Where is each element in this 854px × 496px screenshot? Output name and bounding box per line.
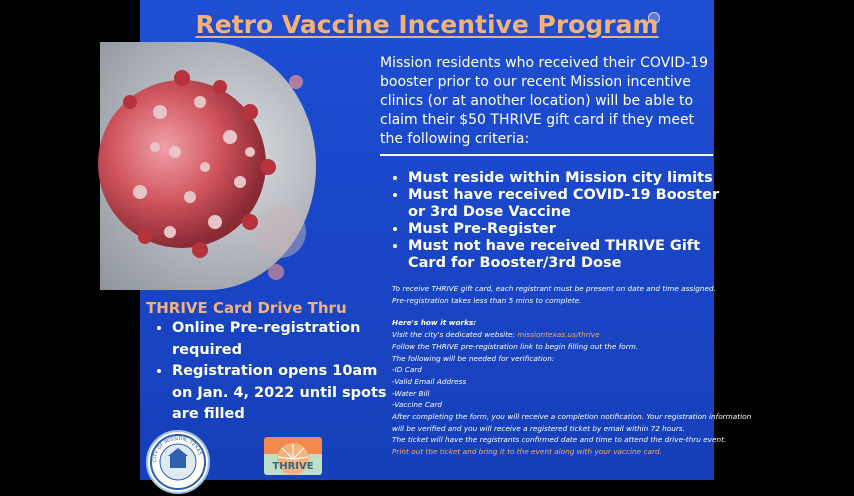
criteria-item: • Must not have received THRIVE Gift Card for Booster/3rd Dose bbox=[408, 238, 728, 272]
drive-thru-item: • Registration opens 10am on Jan. 4, 2022 until spots are filled bbox=[172, 361, 402, 426]
fine-print-line: The following will be needed for verification: bbox=[392, 353, 555, 363]
criteria-item: • Must Pre-Register bbox=[408, 221, 728, 238]
requirement-water: -Water Bill bbox=[392, 388, 430, 398]
page-title: Retro Vaccine Incentive Program bbox=[195, 10, 659, 39]
criteria-item: • Must have received COVID-19 Booster or 3rd Dose Vaccine bbox=[408, 187, 728, 221]
website-link[interactable]: missiontexas.us/thrive bbox=[517, 330, 600, 340]
print-instruction: Print out the ticket and bring it to the event along with your vaccine card. bbox=[392, 447, 662, 457]
fine-print-line: Follow the THRIVE pre-registration link to begin filling out the form. bbox=[392, 341, 639, 351]
fine-print-line: After completing the form, you will receive a completion notification. Your registration information bbox=[392, 412, 752, 422]
drive-thru-list bbox=[154, 318, 402, 426]
drive-thru-item: • Online Pre-registration required bbox=[172, 318, 402, 361]
fine-print-line: will be verified and you will receive a registered ticket by email within 72 hours. bbox=[392, 423, 686, 433]
fine-print-line: To receive THRIVE gift card, each registrant must be present on date and time assigned. bbox=[392, 284, 716, 293]
requirement-id: -ID Card bbox=[392, 365, 422, 375]
fine-print-line: The ticket will have the registrants confirmed date and time to attend the drive-thru event. bbox=[392, 435, 727, 445]
fine-print bbox=[392, 283, 752, 458]
criteria-item: • Must reside within Mission city limits bbox=[408, 170, 728, 187]
fine-print-line bbox=[392, 329, 712, 341]
criteria-list bbox=[388, 170, 728, 272]
requirement-email: -Valid Email Address bbox=[392, 376, 467, 386]
fine-print-line: Pre-registration takes less than 5 mins to complete. bbox=[392, 295, 582, 305]
visit-prefix: Visit the city's dedicated website: bbox=[392, 330, 518, 340]
drive-thru-heading: THRIVE Card Drive Thru bbox=[146, 299, 347, 317]
intro-text: Mission residents who received their COVID-19 booster prior to our recent Mission incentive clinics (or at another location) will be able to claim their $50 THRIVE gift card if they meet the following criteria: bbox=[380, 55, 708, 147]
thrive-logo-text: THRIVE bbox=[272, 461, 314, 472]
how-it-works-heading: Here's how it works: bbox=[392, 318, 477, 328]
city-seal-logo bbox=[146, 430, 210, 494]
thrive-logo bbox=[264, 437, 322, 475]
flyer bbox=[140, 0, 752, 480]
coronavirus-illustration bbox=[100, 42, 316, 290]
divider bbox=[380, 154, 713, 156]
seal-text: CITY OF MISSION, TEXAS bbox=[151, 435, 203, 463]
requirement-vaccine: -Vaccine Card bbox=[392, 400, 443, 410]
